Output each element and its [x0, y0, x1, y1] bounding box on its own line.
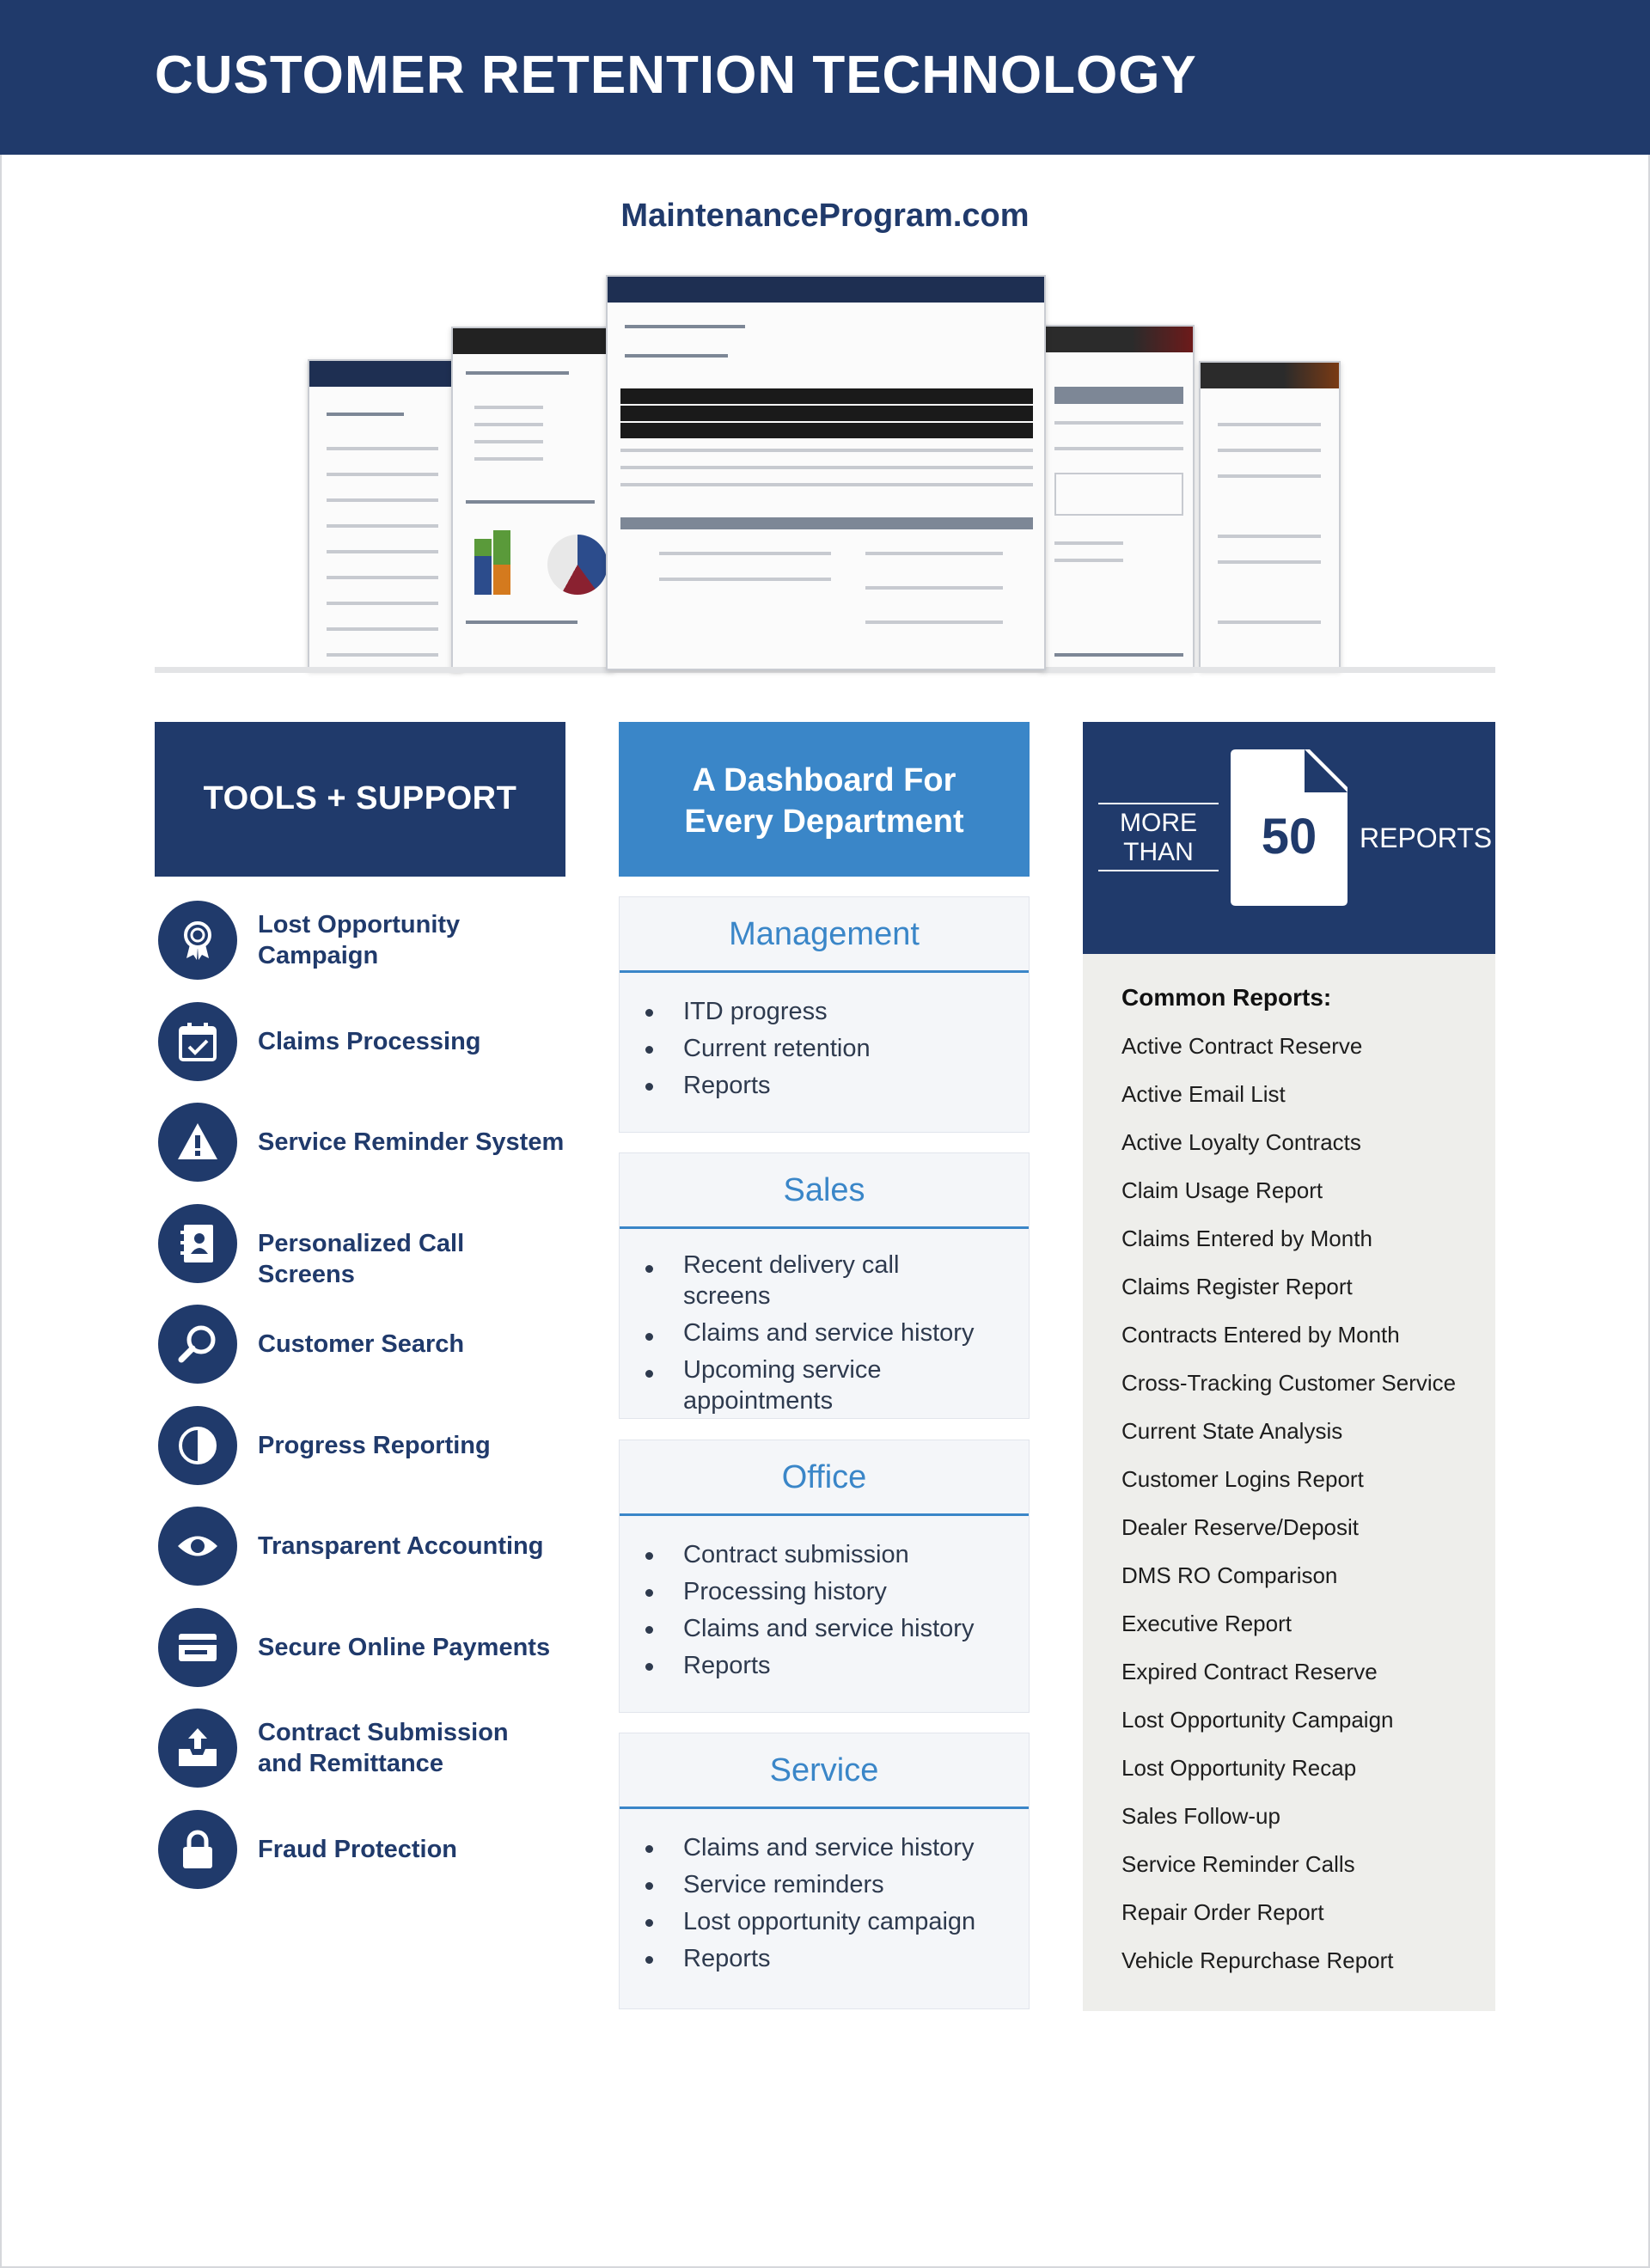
panel-list [683, 993, 1018, 1104]
tool-lost-opportunity-campaign [155, 901, 565, 983]
report-count: 50 [1261, 809, 1317, 865]
eye-icon [158, 1507, 237, 1586]
common-reports-heading: Common Reports: [1121, 984, 1332, 1011]
list-item: Service reminders [683, 1867, 1018, 1904]
award-ribbon-icon [158, 901, 237, 980]
tool-label: Progress Reporting [258, 1432, 491, 1459]
warning-triangle-icon [158, 1103, 237, 1182]
panel-list [683, 1830, 1018, 1978]
more-than-rule-top [1098, 803, 1219, 804]
list-item: ITD progress [683, 993, 1018, 1030]
screen-office [1199, 361, 1341, 670]
tool-label: Transparent Accounting [258, 1532, 544, 1560]
screen-service-dashboard [606, 275, 1046, 670]
common-reports-panel [1083, 954, 1495, 2011]
credit-card-icon [158, 1608, 237, 1687]
screen-sales-call [1040, 325, 1195, 670]
page-title: CUSTOMER RETENTION TECHNOLOGY [155, 46, 1197, 105]
dashboard-heading-box [619, 722, 1030, 877]
tool-customer-search [155, 1305, 565, 1387]
panel-title: Management [729, 916, 920, 952]
tool-progress-reporting [155, 1406, 565, 1489]
more-than-rule-bottom [1098, 870, 1219, 871]
tool-label: Secure Online Payments [258, 1634, 551, 1661]
list-item: Upcoming service appointments [683, 1354, 984, 1416]
report-item: Expired Contract Reserve [1121, 1659, 1378, 1684]
panel-title: Office [781, 1459, 867, 1495]
report-item: Current State Analysis [1121, 1418, 1343, 1444]
list-item: Reports [683, 1941, 1018, 1978]
report-item: Contracts Entered by Month [1121, 1322, 1400, 1348]
tool-claims-processing [155, 1002, 565, 1085]
tool-label: Personalized Call Screens [258, 1230, 465, 1288]
tool-label: Fraud Protection [258, 1836, 458, 1863]
list-item: Reports [683, 1067, 1018, 1104]
report-item: Claims Register Report [1121, 1274, 1353, 1299]
tool-secure-online-payments [155, 1608, 565, 1690]
report-item: Active Email List [1121, 1081, 1286, 1107]
dashboard-screenshots [155, 266, 1495, 670]
list-item: Claims and service history [683, 1611, 1018, 1648]
report-item: Claim Usage Report [1121, 1177, 1323, 1203]
list-item: Claims and service history [683, 1830, 1018, 1867]
panel-service [619, 1733, 1030, 2009]
list-item: Lost opportunity campaign [683, 1904, 1018, 1941]
report-item: Dealer Reserve/Deposit [1121, 1514, 1360, 1540]
report-item: Repair Order Report [1121, 1899, 1324, 1925]
list-item: Current retention [683, 1030, 1018, 1067]
tool-contract-submission [155, 1709, 565, 1791]
list-item: Claims and service history [683, 1317, 984, 1348]
report-item: Customer Logins Report [1121, 1466, 1364, 1492]
tools-heading: TOOLS + SUPPORT [203, 780, 517, 816]
more-than-label: MORE THAN [1120, 809, 1197, 866]
report-item: Service Reminder Calls [1121, 1851, 1355, 1877]
list-item: Processing history [683, 1574, 1018, 1611]
tool-label: Lost Opportunity Campaign [258, 911, 461, 969]
report-item: Lost Opportunity Campaign [1121, 1707, 1394, 1733]
tool-fraud-protection [155, 1810, 565, 1892]
screen-contract-retention [451, 327, 614, 670]
panel-sales [619, 1152, 1030, 1419]
inbox-upload-icon [158, 1709, 237, 1788]
report-item: Claims Entered by Month [1121, 1226, 1372, 1251]
contact-book-icon [158, 1204, 237, 1283]
dashboard-heading: A Dashboard For Every Department [684, 762, 964, 840]
list-item: Contract submission [683, 1537, 1018, 1574]
panel-rule [620, 1226, 1029, 1229]
tool-label: Customer Search [258, 1330, 465, 1358]
report-item: Cross-Tracking Customer Service [1121, 1370, 1457, 1396]
calendar-check-icon [158, 1002, 237, 1081]
frame-left [0, 155, 2, 2268]
panel-title: Sales [783, 1172, 865, 1208]
report-item: Lost Opportunity Recap [1121, 1755, 1357, 1781]
panel-office [619, 1440, 1030, 1713]
panel-rule [620, 1806, 1029, 1809]
list-item: Reports [683, 1648, 1018, 1684]
panel-list [683, 1250, 984, 1416]
panel-title: Service [769, 1752, 879, 1788]
pie-chart-icon [158, 1406, 237, 1485]
report-item: DMS RO Comparison [1121, 1562, 1338, 1588]
tool-label: Contract Submission and Remittance [258, 1719, 509, 1777]
report-item: Active Contract Reserve [1121, 1033, 1363, 1059]
site-title: MaintenanceProgram.com [620, 198, 1030, 234]
screen-lost-opportunities [308, 359, 462, 670]
panel-rule [620, 970, 1029, 973]
tool-personalized-call-screens [155, 1204, 565, 1287]
report-item: Executive Report [1121, 1611, 1292, 1636]
tool-service-reminder-system [155, 1103, 565, 1185]
tool-label: Service Reminder System [258, 1128, 565, 1156]
page-header [0, 0, 1650, 155]
panel-rule [620, 1513, 1029, 1516]
panel-list [683, 1537, 1018, 1684]
report-item: Sales Follow-up [1121, 1803, 1280, 1829]
report-item: Active Loyalty Contracts [1121, 1129, 1361, 1155]
tool-label: Claims Processing [258, 1028, 481, 1055]
panel-management [619, 896, 1030, 1133]
list-item: Recent delivery call screens [683, 1250, 984, 1311]
tools-heading-box [155, 722, 565, 877]
tool-transparent-accounting [155, 1507, 565, 1589]
magnifier-icon [158, 1305, 237, 1384]
report-item: Vehicle Repurchase Report [1121, 1947, 1394, 1973]
padlock-icon [158, 1810, 237, 1889]
reports-label: REPORTS [1360, 822, 1493, 853]
